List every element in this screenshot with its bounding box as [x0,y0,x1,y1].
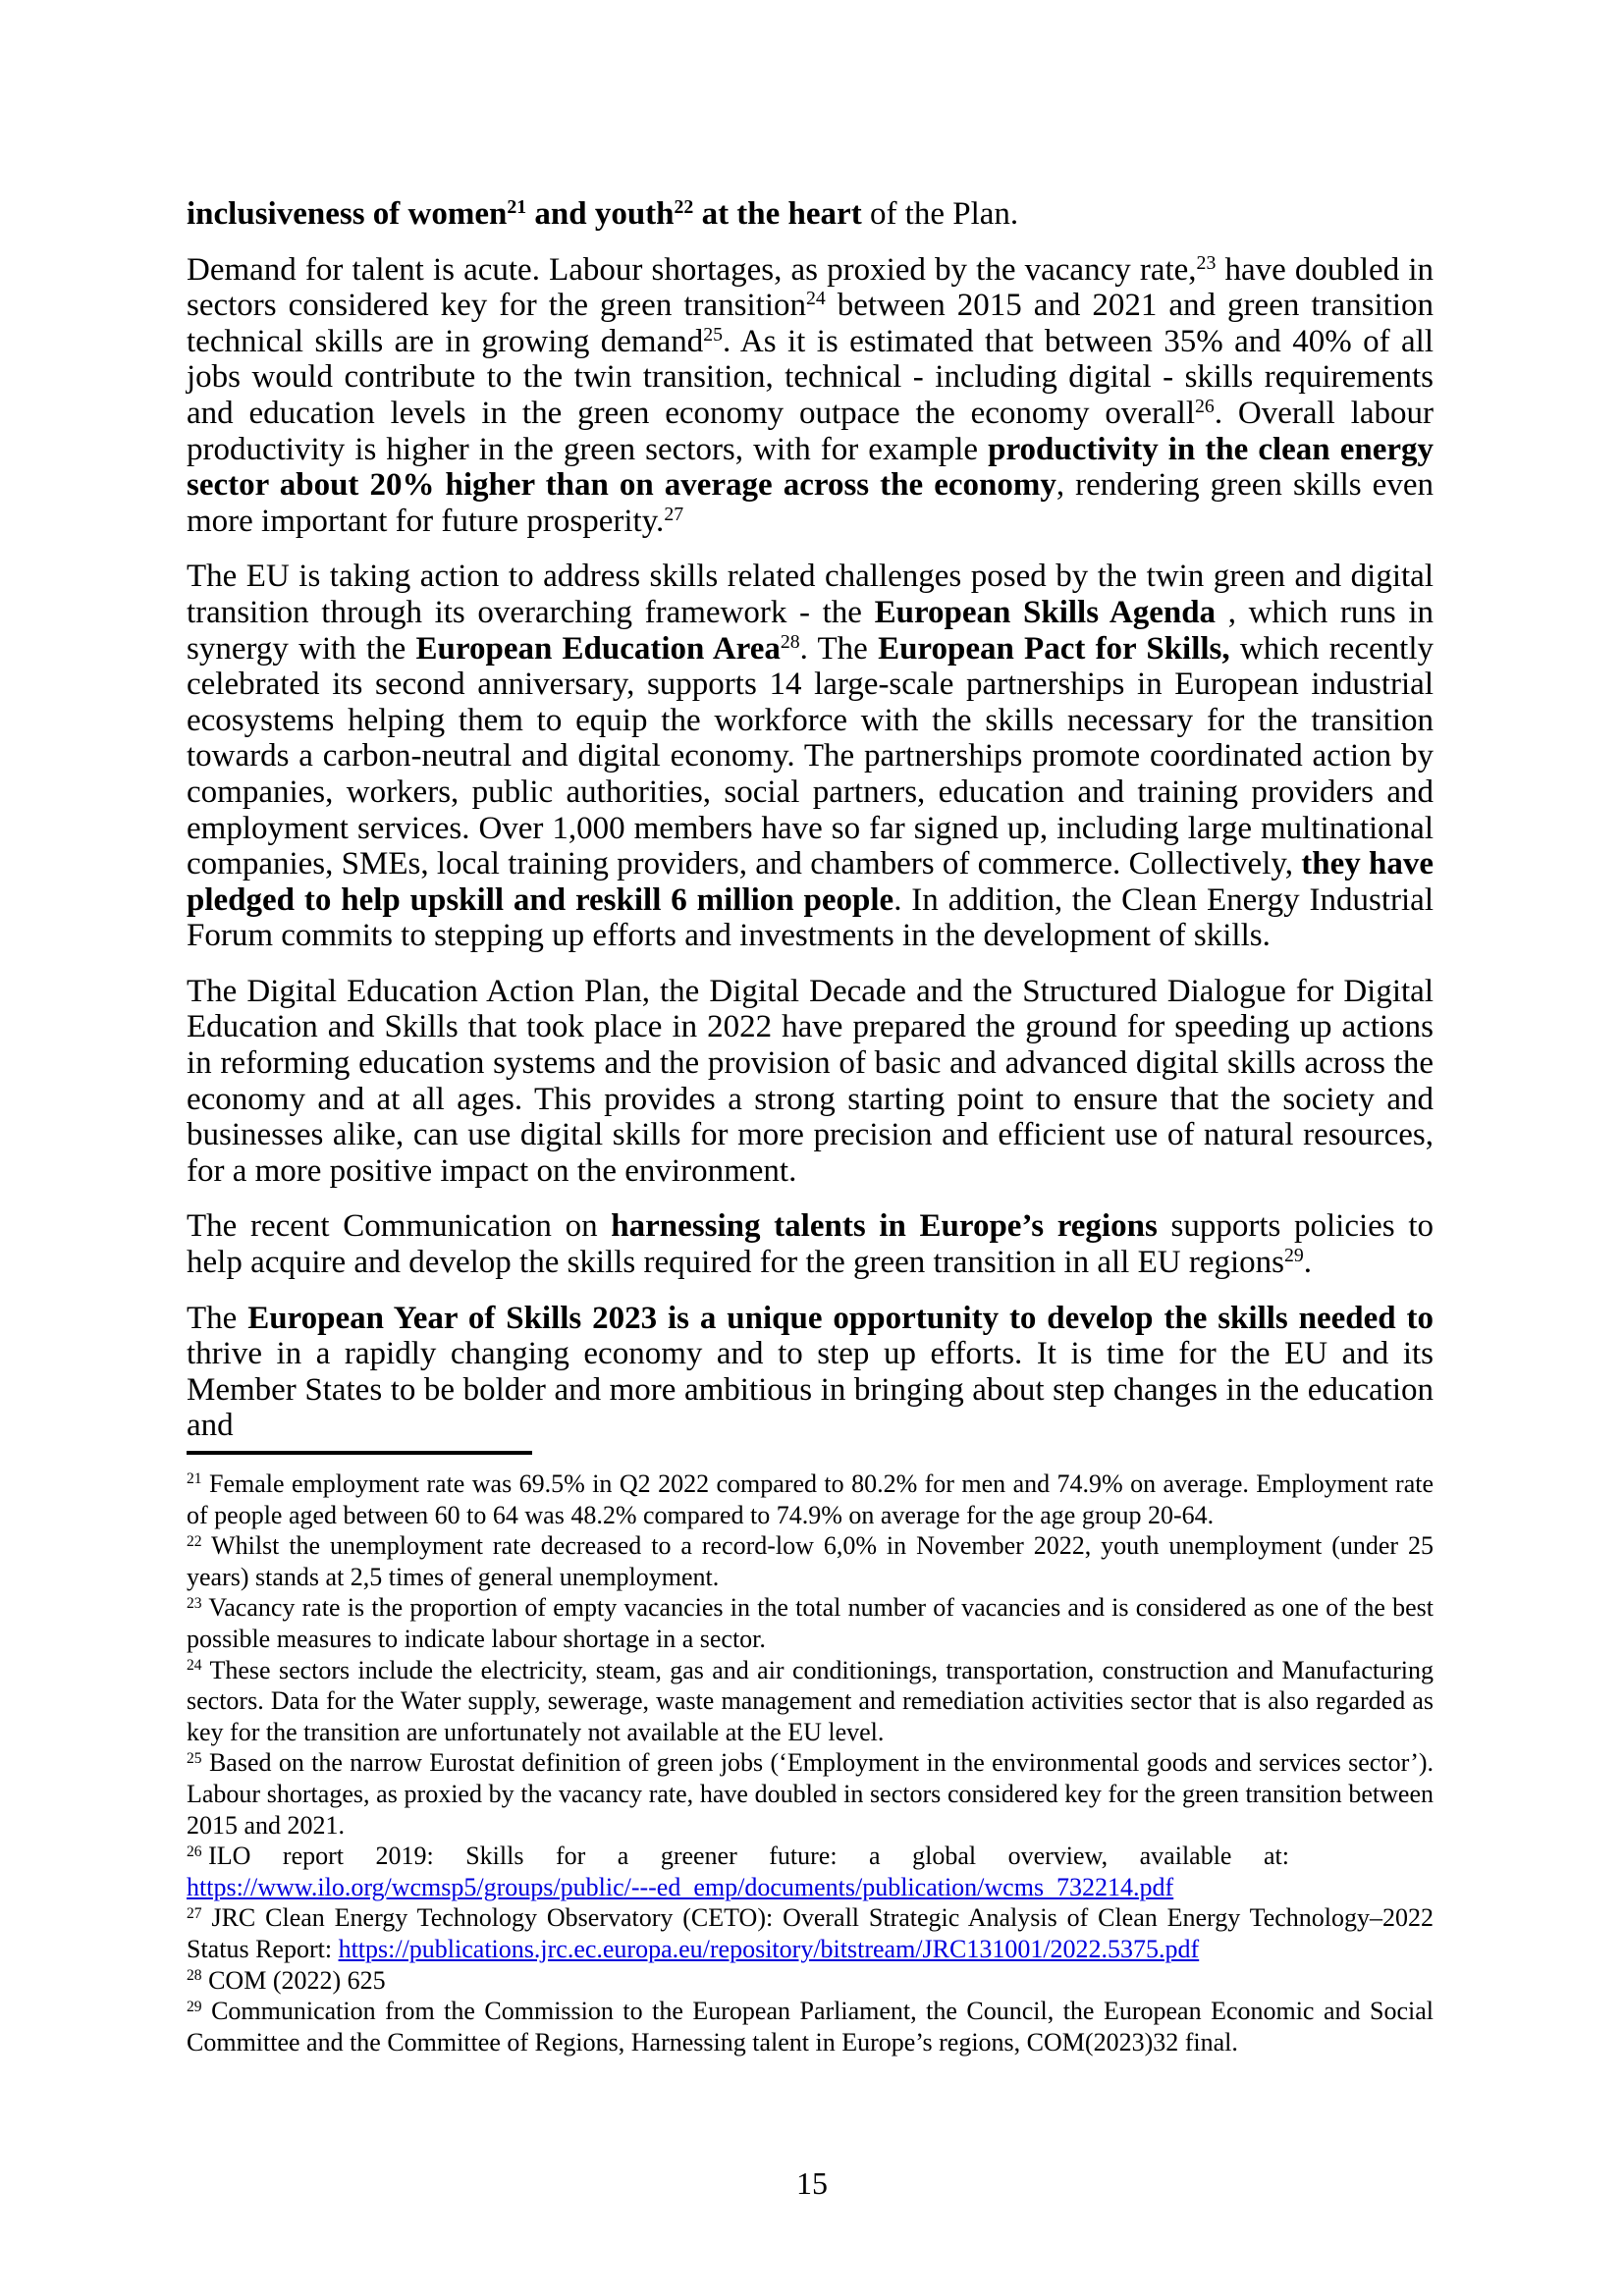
text-run: . [1303,1245,1313,1281]
heading-paragraph [187,196,1434,233]
text-run: . Overall labour productivity is higher in the green sectors, with for example [187,395,1434,467]
text-run: The recent Communication on [187,1208,612,1245]
text-run: which recently celebrated its second anniversary, supports 14 large-scale partnerships in European industrial ecosystems helping them to equip the workforce with the skills necessary for the transition towards a carbon-neutral and digital economy. The partnerships promote coordinated action by companies, workers, public authorities, social partners, education and training providers and employment services. Over 1,000 members have so far signed up, including large multinational companies, SMEs, local training providers, and chambers of commerce. Collectively, [187,630,1435,882]
text-run: . In addition, the Clean Energy Industrial Forum commits to stepping up efforts and investments in the development of skills. [187,881,1434,954]
footnote-item [187,1841,1434,1902]
footnote-item [187,1655,1434,1748]
body-paragraph [187,1208,1434,1280]
footnote-ref: 25 [703,323,724,346]
hyperlink[interactable]: https://publications.jrc.ec.europa.eu/repository/bitstream/JRC131001/2022.5375.pdf [338,1934,1200,1963]
text-run: and youth [526,196,675,232]
text-run: European Pact for Skills, [878,630,1230,667]
footnote-item [187,1592,1434,1654]
text-run: JRC Clean Energy Technology Observatory (CETO): Overall Strategic Analysis of Clean Energy Technology–2022 Status Report: [187,1903,1435,1963]
footnote-item [187,1965,1434,1997]
footnote-number: 28 [187,1966,202,1984]
body-paragraph [187,252,1434,540]
text-run: Based on the narrow Eurostat definition of green jobs (‘Employment in the environmental goods and services sector’). Labour shortages, as proxied by the vacancy rate, have doubled in sectors considered key for the green transition between 2015 and 2021. [187,1748,1435,1840]
text-run: they have pledged to help upskill and reskill 6 million people [187,846,1434,918]
footnote-ref: 28 [780,630,800,653]
text-run: Communication from the Commission to the European Parliament, the Council, the European Economic and Social Committee and the Committee of Regions, Harnessing talent in Europe’s regions, COM(2023)32 final. [187,1997,1434,2056]
hyperlink[interactable]: https://www.ilo.org/wcmsp5/groups/public/---ed_emp/documents/publication/wcms_732214.pdf [187,1872,1174,1901]
text-run: at the heart [693,196,862,232]
footnote-number: 23 [187,1594,202,1612]
text-run: , rendering green skills even more important for future prosperity. [187,467,1434,539]
footnote-ref: 27 [664,503,684,525]
footnote-ref: 21 [507,196,527,219]
footnotes-list [187,1468,1434,2057]
text-run: Female employment rate was 69.5% in Q2 2022 compared to 80.2% for men and 74.9% on average. Employment rate of people aged between 60 to 64 was 48.2% compared to 74.9% on average for the age group 20-64. [187,1469,1434,1529]
footnote-ref: 23 [1196,251,1217,274]
text-run: . As it is estimated that between 35% and 40% of all jobs would contribute to the twin transition, technical - including digital - skills requirements and education levels in the green economy outpace the economy overall [187,323,1434,431]
footnote-ref: 22 [674,196,694,219]
text-run: European Skills Agenda [874,594,1217,630]
text-run: between 2015 and 2021 and green transition technical skills are in growing demand [187,288,1434,359]
text-run: Vacancy rate is the proportion of empty vacancies in the total number of vacancies and is considered as one of the best possible measures to indicate labour shortage in a sector. [187,1593,1434,1653]
footnote-number: 27 [187,1904,202,1922]
text-run: COM (2022) 625 [208,1965,386,1995]
page-body [187,196,1434,1464]
text-run: ILO report 2019: Skills for a greener future: a global overview, available at: [208,1842,1289,1871]
body-paragraph [187,1301,1434,1444]
footnote-number: 21 [187,1470,202,1488]
text-run: , which runs in synergy with the [187,594,1434,667]
text-run: The [187,1300,248,1336]
text-run: European Education Area [415,630,781,667]
footnote-number: 26 [187,1842,202,1860]
text-run: Whilst the unemployment rate decreased to a record-low 6,0% in November 2022, youth unemployment (under 25 years) stands at 2,5 times of general unemployment. [187,1531,1435,1591]
text-run: European Year of Skills 2023 is a unique opportunity to develop the skills needed to [247,1300,1434,1336]
text-run: Demand for talent is acute. Labour shortages, as proxied by the vacancy rate, [187,251,1197,288]
footnote-ref: 26 [1195,396,1215,418]
text-run: The Digital Education Action Plan, the Digital Decade and the Structured Dialogue for Digital Education and Skills that took place in 2022 have prepared the ground for speeding up actions in reforming education systems and the provision of basic and advanced digital skills across the economy and at all ages. This provides a strong starting point to ensure that the society and businesses alike, can use digital skills for more precision and efficient use of natural resources, for a more positive impact on the environment. [187,973,1434,1189]
footnote-item [187,1902,1434,1964]
footnote-item [187,1530,1434,1592]
body-paragraph [187,974,1434,1190]
footnote-number: 22 [187,1532,202,1550]
footnote-separator [187,1451,532,1455]
text-run: . The [799,630,879,667]
footnote-number: 29 [187,1998,202,2015]
footnote-number: 25 [187,1749,202,1767]
text-run: of the Plan. [861,196,1019,232]
text-run: productivity in the clean energy sector about 20% higher than on average across the economy [187,431,1434,504]
text-run: supports policies to help acquire and develop the skills required for the green transition in all EU regions [187,1208,1435,1281]
footnotes-section [187,1451,1434,2057]
footnote-ref: 24 [806,288,826,310]
body-paragraph [187,559,1434,954]
text-run: The EU is taking action to address skills related challenges posed by the twin green and digital transition through its overarching framework - the [187,559,1434,630]
footnote-item [187,1468,1434,1530]
text-run: thrive in a rapidly changing economy and to step up efforts. It is time for the EU and its Member States to be bolder and more ambitious in bringing about step changes in the education and [187,1336,1434,1444]
footnote-number: 24 [187,1656,202,1674]
footnote-item [187,1747,1434,1841]
text-run: have doubled in sectors considered key for the green transition [187,251,1434,324]
text-run: inclusiveness of women [187,196,508,232]
text-run: harnessing talents in Europe’s regions [611,1208,1158,1245]
text-run: These sectors include the electricity, steam, gas and air conditionings, transportation, construction and Manufacturing sectors. Data for the Water supply, sewerage, waste management and remediation activities sector that is also regarded as key for the transition are unfortunately not available at the EU level. [187,1655,1434,1746]
footnote-item [187,1996,1434,2057]
page-number: 15 [796,2165,828,2201]
footnote-ref: 29 [1284,1245,1304,1267]
